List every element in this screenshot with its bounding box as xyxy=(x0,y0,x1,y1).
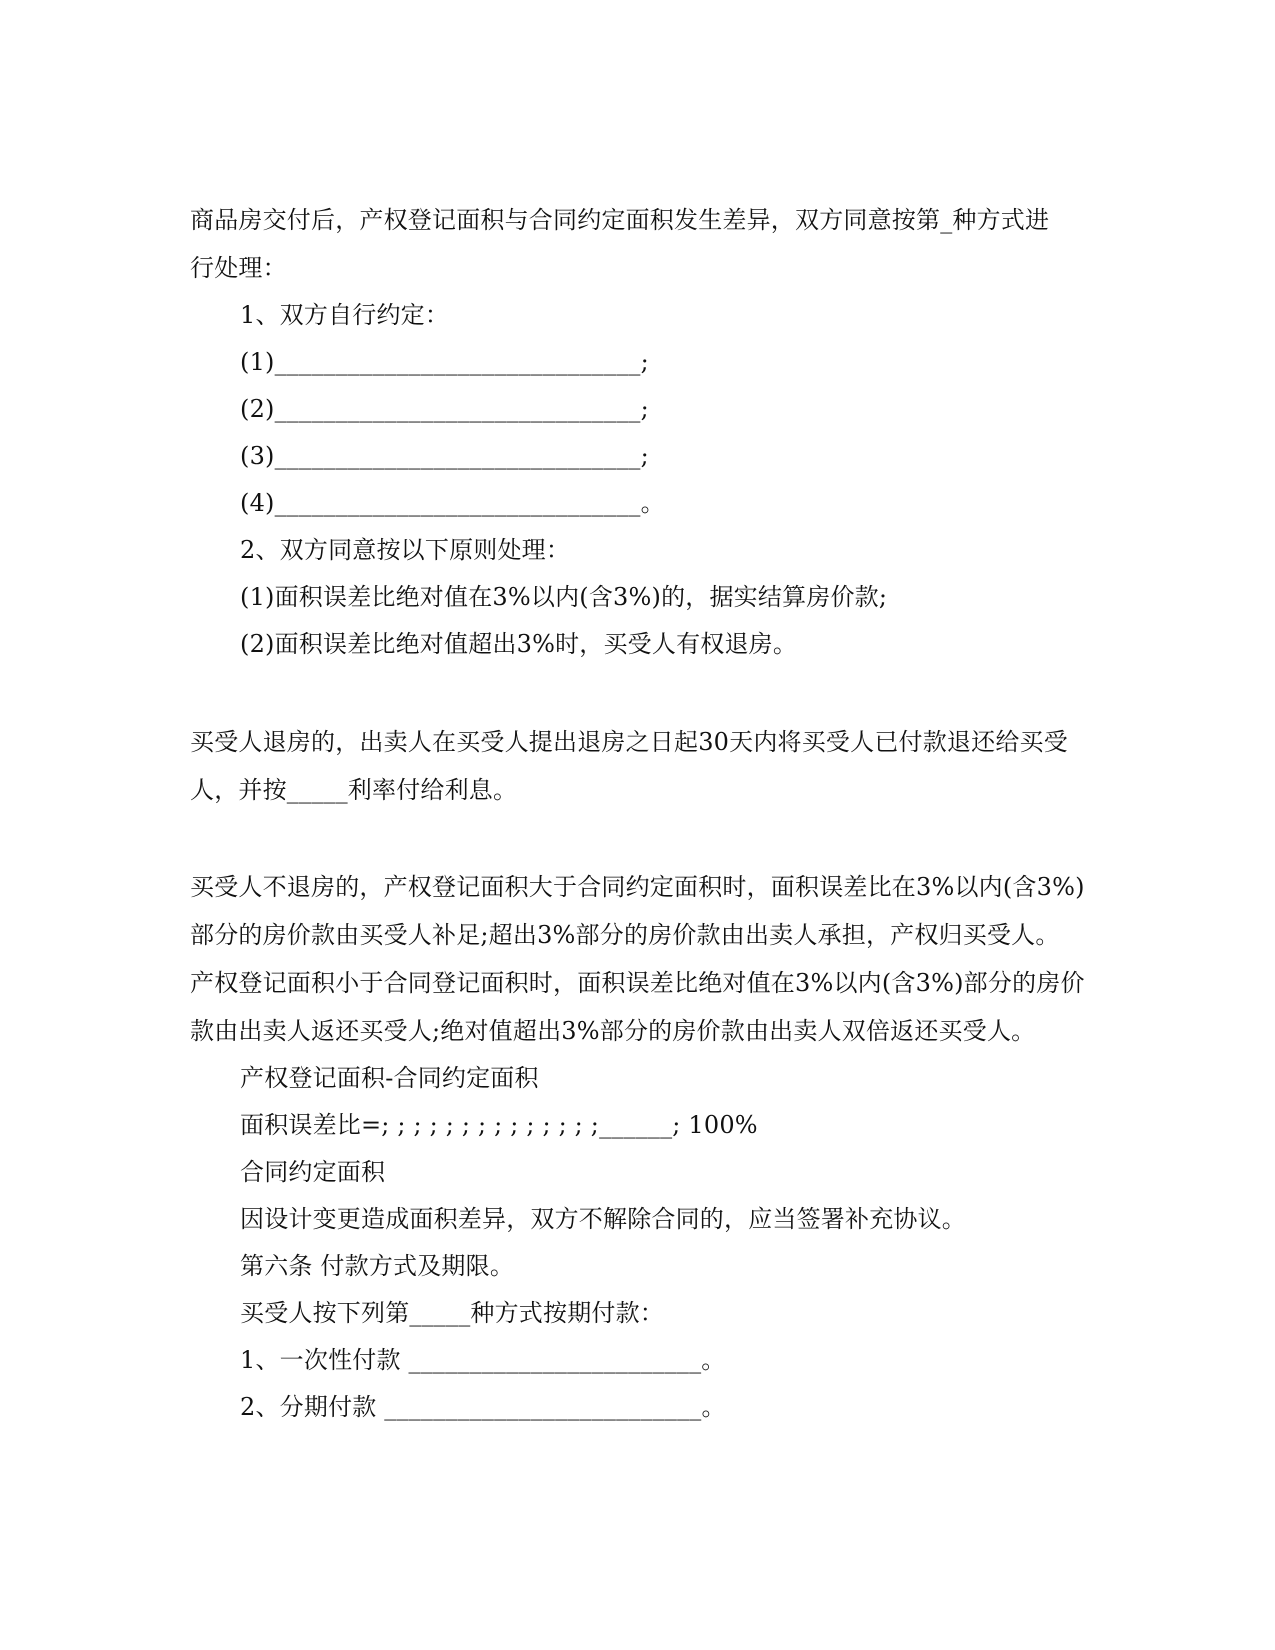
article6-title: 第六条 付款方式及期限。 xyxy=(240,1252,515,1280)
option1-item-2: (2)______________________________; xyxy=(240,395,649,423)
article6-item-lump-sum: 1、一次性付款 ________________________。 xyxy=(240,1346,726,1374)
option2-item-2: (2)面积误差比绝对值超出3%时，买受人有权退房。 xyxy=(240,630,798,658)
formula-numerator: 产权登记面积-合同约定面积 xyxy=(240,1064,539,1092)
article6-item-installment: 2、分期付款 __________________________。 xyxy=(240,1393,726,1421)
option1-heading: 1、双方自行约定： xyxy=(240,301,450,329)
option2-heading: 2、双方同意按以下原则处理： xyxy=(240,536,571,564)
paragraph-refund-line2: 人，并按_____利率付给利息。 xyxy=(190,776,518,804)
paragraph-refund-line1: 买受人退房的，出卖人在买受人提出退房之日起30天内将买受人已付款退还给买受 xyxy=(190,728,1068,756)
paragraph-no-refund-line3: 产权登记面积小于合同登记面积时，面积误差比绝对值在3%以内(含3%)部分的房价 xyxy=(190,969,1085,997)
option1-item-3: (3)______________________________; xyxy=(240,442,649,470)
paragraph-design-change: 因设计变更造成面积差异，双方不解除合同的，应当签署补充协议。 xyxy=(240,1205,966,1233)
paragraph-area-difference-line1: 商品房交付后，产权登记面积与合同约定面积发生差异，双方同意按第_种方式进 xyxy=(190,206,1050,234)
option1-item-4: (4)______________________________。 xyxy=(240,489,665,517)
paragraph-no-refund-line1: 买受人不退房的，产权登记面积大于合同约定面积时，面积误差比在3%以内(含3%) xyxy=(190,873,1085,901)
option1-item-1: (1)______________________________; xyxy=(240,348,649,376)
formula-main: 面积误差比=; ; ; ; ; ; ; ; ; ; ; ; ; ;______; 100% xyxy=(240,1111,758,1139)
paragraph-no-refund-line4: 款由出卖人返还买受人;绝对值超出3%部分的房价款由出卖人双倍返还买受人。 xyxy=(190,1017,1036,1045)
option2-item-1: (1)面积误差比绝对值在3%以内(含3%)的，据实结算房价款; xyxy=(240,583,888,611)
paragraph-no-refund-line2: 部分的房价款由买受人补足;超出3%部分的房价款由出卖人承担，产权归买受人。 xyxy=(190,921,1060,949)
article6-intro: 买受人按下列第_____种方式按期付款： xyxy=(240,1299,664,1327)
paragraph-area-difference-line2: 行处理： xyxy=(190,254,287,282)
formula-denominator: 合同约定面积 xyxy=(240,1158,386,1186)
